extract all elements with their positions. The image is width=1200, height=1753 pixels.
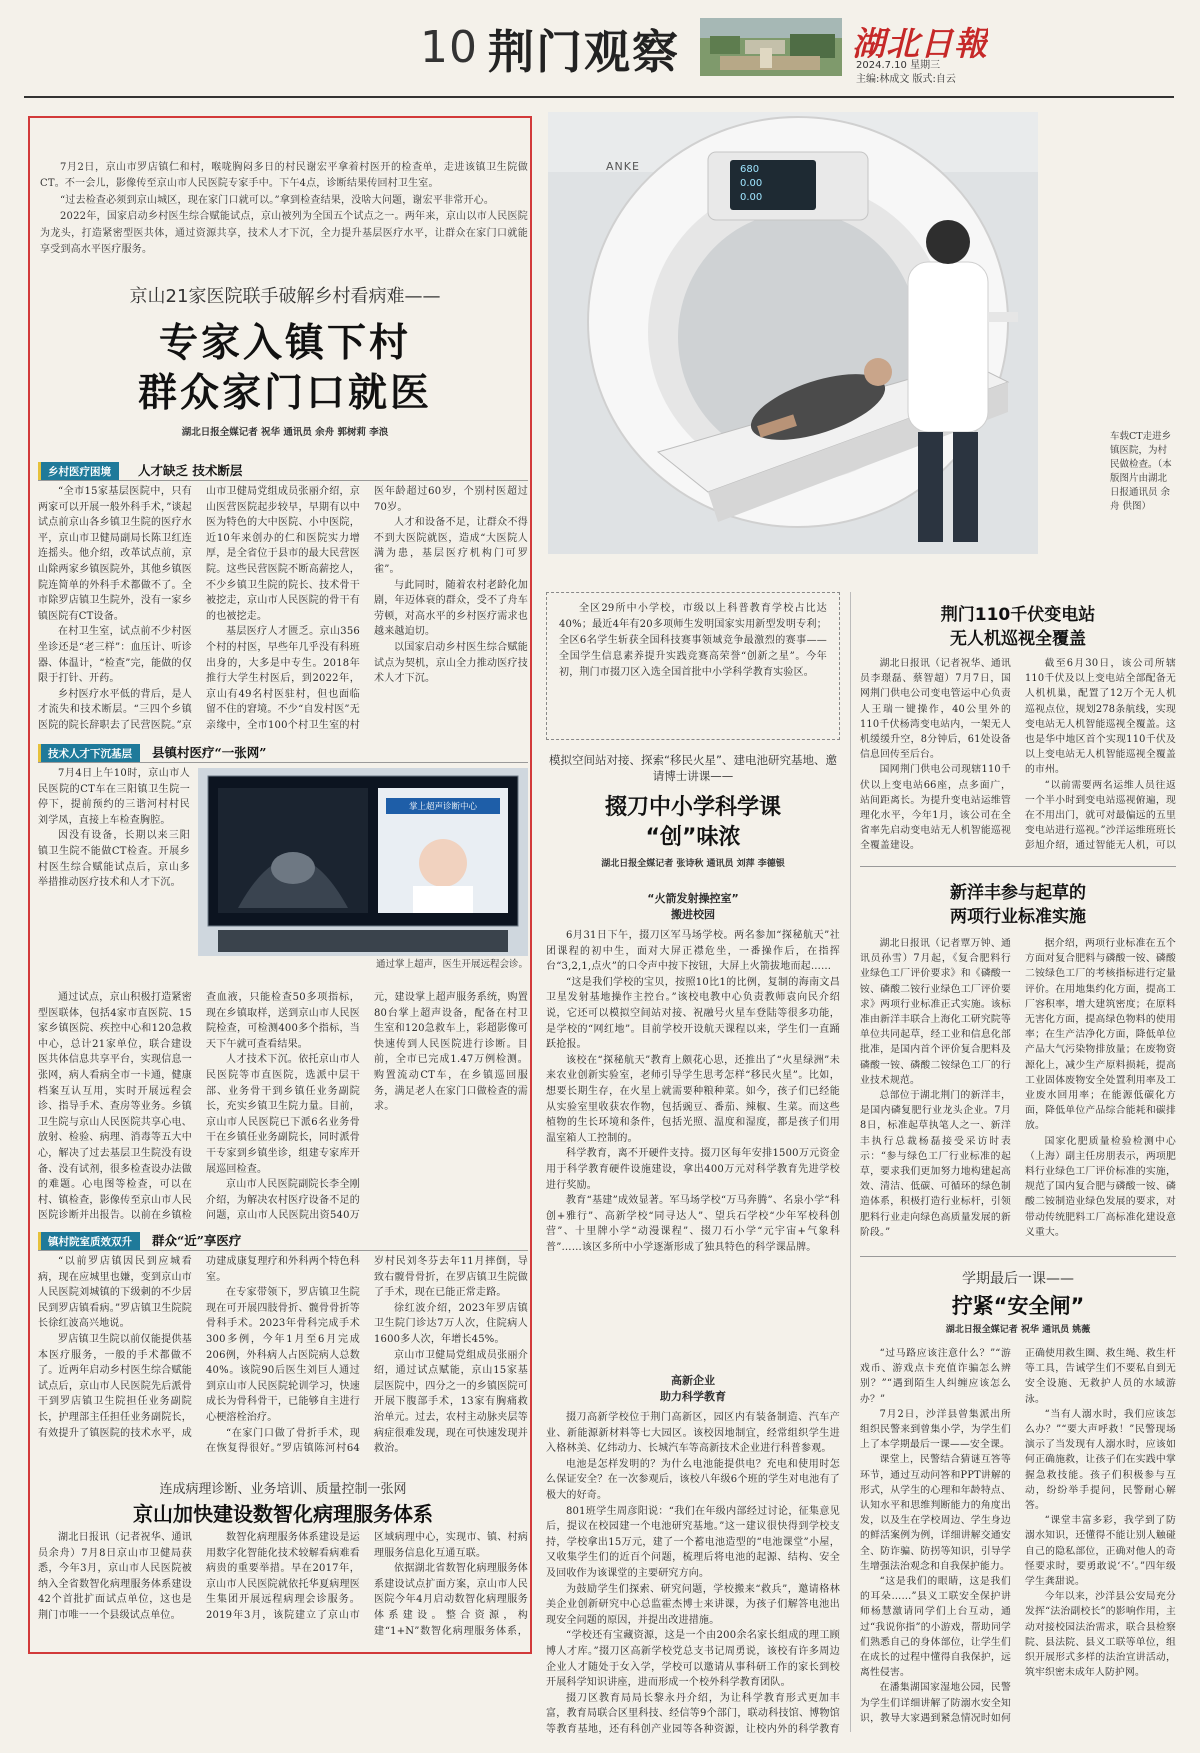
safety-byline: 湖北日报全媒记者 祝华 通讯员 姚薇 — [945, 1325, 1091, 1335]
body-paragraph: 京山市卫健局党组成员张丽介绍，通过试点赋能，京山15家基层医院中，四分之一的乡镇医院可开展下腹部手术，13家有胸痛救治单元。过去，农村主动脉夹层等病症很难发现，现在可快速发现并救治。 — [374, 1349, 528, 1455]
page-number: 10 — [420, 22, 478, 73]
safety-body — [860, 1346, 1176, 1738]
body-paragraph: 人才技术下沉。依托京山市人民医院等市直医院，选派中层干部、业务骨干到乡镇任业务副院长，充实乡镇卫生院力量。目前，京山市人民医院已下派6名业务骨干在乡镇任业务副院长，同时派骨干专家到乡镇坐诊，组建专家库开展巡回检查。 — [206, 1054, 360, 1175]
body-paragraph: 京山市人民医院副院长李全刚介绍，为解决农村医疗设备不足的问题，京山市人民医院出资540万元，建设掌上超声服务系统，购置80台掌上超声设备，配备在村卫生室和120急救车上，彩超影像可快速传到人民医院进行诊断。目前，全市已完成1.47万例检测。购置流动CT车，在乡镇巡回服务，满足老人在家门口做检查的需求。 — [206, 992, 528, 1222]
ct-photo-caption: 车载CT走进乡镇医院，为村民做检查。（本版图片由湖北日报通讯员 余舟 供图） — [1110, 431, 1172, 512]
body-paragraph: 总部位于湖北荆门的新洋丰，是国内磷复肥行业龙头企业。7月8日，标准起草执笔人之一、新洋丰执行总裁杨磊接受采访时表示：“参与绿色工厂行业标准的起草，要求我们更加努力地构建起高效、清洁、低碳、可循环的绿色制造体系，积极打造行业标杆，引领肥料行业走向绿色高质量发展的新阶段。” — [860, 1090, 1011, 1238]
ultrasound-photo — [198, 768, 528, 956]
science-highlight-box — [546, 592, 840, 740]
fertilizer-headline-2: 两项行业标准实施 — [950, 907, 1086, 927]
paper-name: 湖北日報 — [852, 24, 988, 63]
lead-kicker: 京山21家医院联手破解乡村看病难—— — [129, 286, 441, 307]
body-paragraph: “课堂丰富多彩，我学到了防溺水知识，还懂得不能让别人触碰自己的隐私部位，正确对他人的奇怪要求时，要勇敢说‘不’。”四年级学生龚甜说。 — [1025, 1515, 1176, 1588]
body-paragraph: 今年以来，沙洋县公安局充分发挥“法治副校长”的影响作用，主动对接校园法治需求，联合县检察院、县法院、县义工联等单位，组织开展形式多样的法治宣讲活动，筑牢织密未成年人防护网。 — [1025, 1591, 1176, 1679]
story-divider — [860, 1256, 1176, 1257]
science-highlight-text: 全区29所中小学校，市级以上科普教育学校占比达40%；最近4年有20多项师生发明国家实用新型发明专利；全区6名学生斩获全国科技赛事领域竞争最激烈的赛事——全国学生信息素养提升实践竞赛高荣誉“创新之星”。今年初，荆门市掇刀区入选全国首批中小学科学教育实验区。 — [559, 603, 827, 678]
section-subhead: 人才缺乏 技术断层 — [138, 463, 243, 478]
pathology-body — [38, 1530, 528, 1650]
body-paragraph: 徐红波介绍，2023年罗店镇卫生院门诊达7万人次，住院病人1600多人次，年增长45%。 — [374, 1302, 528, 1345]
body-paragraph: 湖北日报讯（记者祝华、通讯员李璟磊、蔡智超）7月7日，国网荆门供电公司变电管运中心负责人王瑞一键操作，40公里外的110千伏杨湾变电站内，一架无人机缓缓升空，8分钟后，61处设备信息回传至后台。 — [860, 658, 1011, 761]
science-headline-1: 掇刀中小学科学课 — [604, 795, 781, 820]
ultrasound-caption: 通过掌上超声，医生开展远程会诊。 — [375, 959, 528, 970]
body-paragraph: 以国家启动乡村医生综合赋能试点为契机，京山全力推动医疗技术人才下沉。 — [374, 641, 528, 685]
fertilizer-body — [860, 936, 1176, 1248]
substation-headline-1: 荆门110千伏变电站 — [940, 605, 1096, 625]
body-paragraph: 据介绍，两项行业标准在五个方面对复合肥料与磷酸一铵、磷酸二铵绿色工厂的考核指标进行定量评价。在用地集约化方面，提高工厂容积率，增大建筑密度；在原料无害化方面，提高绿色物料的使用率；在生产洁净化方面，降低单位产品大气污染物排放量；在废物资源化上，减少生产原料损耗，提高工业固体废物安全处置利用率及工业废水回用率；在能源低碳化方面，降低单位产品综合能耗和碳排放。 — [1025, 938, 1176, 1132]
body-paragraph: 掇刀区教育局局长黎永丹介绍，为让科学教育形式更加丰富，教育局联合区里科技、经信等9个部门，联动科技馆、博物馆等教育基地，还有科创产业园等各种资源，让校内外的科学教育 — [546, 1692, 840, 1735]
lead-headline-2: 群众家门口就医 — [137, 371, 432, 416]
body-paragraph: 6月31日下午，掇刀区军马场学校。两名参加“探秘航天”社团课程的初中生，面对大屏正襟危坐，一番操作后，在指挥台“3,2,1,点火”的口令声中按下按钮，大屏上火箭拔地而起…… — [546, 930, 840, 973]
body-paragraph: 在村卫生室，试点前不少村医坐诊还是“老三样”：血压计、听诊器、体温计，“检查”完，能做的仅限于打针、开药。 — [38, 626, 192, 685]
body-paragraph: 罗店镇卫生院以前仅能提供基本医疗服务，一般的手术都做不了。近两年启动乡村医生综合赋能试点后，京山市人民医院先后派骨干到罗店镇卫生院担任业务副院长，护理部主任担任业务副院长，有效提升了镇医院的技术水平，成功建成康复理疗和外科两个特色科室。 — [38, 1256, 360, 1439]
body-paragraph: 通过试点，京山积极打造紧密型医联体，包括4家市直医院、15家乡镇医院、疾控中心和120急救中心，总计21家单位，联合建设医共体信息共享平台，实现信息一张网，病人看病全市一卡通，健康档案互认互用，实时开展远程会诊、指导手术、查房等业务。乡镇卫生院与京山人民医院共享心电、放射、检验、病理、消毒等五大中心，解决了过去基层卫生院没有设备、没有试剂，很多检查设办法做的难题。心电图等检查，可以在村、镇检查，影像传至京山市人民医院诊断并出报告。以前在乡镇检查血液，只能检查50多项指标，现在乡镇取样，送到京山市人民医院检查，可检测400多个指标，当天下午就可查看结果。 — [38, 992, 360, 1222]
column-divider — [850, 592, 851, 1732]
ultrasound-screen-title: 掌上超声诊断中心 — [408, 802, 477, 812]
body-paragraph: 在潘集湖国家湿地公园，民警为学生们详细讲解了防溺水安全知识，教导大家遇到紧急情况时如何正确使用救生圈、救生绳、救生杆等工具，告诫学生们不要私自到无安全设施、无救护人员的水域游泳。 — [860, 1348, 1176, 1724]
science-subhead-2b: 助力科学教育 — [660, 1390, 726, 1403]
body-paragraph: 7月2日，沙洋县曾集派出所组织民警来到曾集小学，为学生们上了本学期最后一课——安全课。 — [860, 1408, 1011, 1451]
science-subhead-1: “火箭发射操控室” — [647, 892, 739, 905]
editors: 主编:林成文 版式:自云 — [856, 74, 956, 85]
body-paragraph: 基层医疗人才匮乏。京山356个村的村医，早些年几乎没有科班出身的，大多是中专生。2018年推行大学生村医后，到2022年，京山有49名村医驻村，但也面临留不住的窘境。不少“自发村医”无亲缘中，全市100个村卫生室的村医年龄超过60岁，个别村医超过70岁。 — [206, 486, 528, 731]
body-paragraph: 在专家带领下，罗店镇卫生院现在可开展四肢骨折、髋骨骨折等骨科手术。2023年骨科完成手术300多例，今年1月至6月完成206例，外科病人占医院病人总数40%。该院90后医生刘巨人通过到京山市人民医院轮训学习，快速成长为骨科骨干，已能够自主进行心梗溶栓治疗。 — [206, 1287, 360, 1423]
body-paragraph: 7月4日上午10时，京山市人民医院的CT车在三阳镇卫生院一停下，提前预约的三谐河村村民刘学凤，直接上车检查胸腔。 — [38, 768, 190, 826]
body-paragraph: 乡村医疗水平低的背后，是人才流失和技术断层。“三四个乡镇医院的院长辞职去了民营医院。”京山市卫健局党组成员张丽介绍，京山医营医院起步较早，早期有以中医为特色的大中医院、小中医院，近10年来创办的仁和医院实力增厚，是全省位于县市的最大民营医院。这些民营医院不断高薪挖人，不少乡镇卫生院的院长、技术骨干被挖走，京山市人民医院的骨干有的也被挖走。 — [38, 486, 360, 731]
body-paragraph: 与此同时，随着农村老龄化加剧，年迈体衰的群众，受不了舟车劳顿，对高水平的乡村医疗需求也越来越迫切。 — [374, 579, 528, 638]
science-subhead-1b: 搬进校园 — [671, 908, 715, 921]
substation-body — [860, 656, 1176, 856]
section2-body — [38, 990, 528, 1230]
body-paragraph: “这是我们学校的宝贝，按照10比1的比例，复制的海南文昌卫星发射基地操作主控台。”该校电教中心负责教师袁向民介绍说，它还可以模拟空间站对接、祝融号火星车登陆等很多功能，是学校的“网红地”。目前学校开设航天课程以来，学生们一直踊跃抢报。 — [546, 976, 840, 1051]
body-paragraph: 数智化病理服务体系建设是运用数字化智能化技术较解看病难看病贵的重要举措。早在2017年，京山市人民医院就依托华夏病理医生集团开展远程病理会诊服务。2019年3月，该院建立了京山市区域病理中心，实现市、镇、村病理服务信息化互通互联。 — [206, 1532, 528, 1621]
science-byline: 湖北日报全媒记者 张诗秋 通讯员 刘萍 李德银 — [601, 859, 785, 869]
masthead-photo — [700, 18, 842, 76]
body-paragraph: 该校在“探秘航天”教育上颇花心思，还推出了“火星绿洲”未来农业创新实验室，老师引导学生思考怎样“移民火星”。比如，想要长期生存，在火星上就需要种粮种菜。如今，孩子们已经能从实验室里收获农作物，包括豌豆、番茄、辣椒、生菜。而这些植物的生长环境和条件，包括光照、温度和湿度，都是孩子们用温室箱人工控制的。 — [546, 1054, 840, 1144]
body-paragraph: 为鼓励学生们探索、研究问题，学校搬来“救兵”，邀请格林美企业创新研究中心总监霍杰博士来讲课，为孩子们解答电池出现安全问题的原因，并提出改进措施。 — [546, 1583, 840, 1626]
body-paragraph: 国家化肥质量检验检测中心（上海）副主任房朋表示，两项肥料行业绿色工厂评价标准的实施，规范了国内复合肥与磷酸一铵、磷酸二铵制造业绿色发展的要求，对带动传统肥料工厂高标准化建设意义重大。 — [1025, 1135, 1176, 1238]
ct-display-value: 0.00 — [740, 192, 763, 203]
body-paragraph: “这是我们的眼睛，这是我们的耳朵……”县义工联安全保护讲师杨慧激请同学们上台互动，通过“我说你指”的小游戏，帮助同学们熟悉自己的身体部位，让学生们在成长的过程中懂得自我保护，远离性侵害。 — [860, 1576, 1011, 1679]
body-paragraph: 电池是怎样发明的？为什么电池能提供电？充电和使用时怎么保证安全？在一次参观后，该校八年级6个班的学生对电池有了极大的好奇。 — [546, 1458, 840, 1501]
pathology-headline: 京山加快建设数智化病理服务体系 — [133, 1502, 433, 1526]
body-paragraph: 国网荆门供电公司现辖110千伏以上变电站66座，点多面广，站间距离长。为提升变电站运维管理化水平，今年1月，该公司在全省率先启动变电站无人机智能巡视全覆盖建设。 — [860, 764, 1011, 852]
masthead-rule — [24, 96, 1174, 98]
body-paragraph: 教育“基建”成效显著。军马场学校“万马奔腾”、名泉小学“科创+雅行”、高新学校“同寻达人”、望兵石学校“少年军校科创营”、十里牌小学“动漫课程”、掇刀石小学“元宇宙+气象科普”……该区多所中小学逐渐形成了独具特色的科学课品牌。 — [546, 1195, 840, 1253]
intro-paragraph: 2022年，国家启动乡村医生综合赋能试点，京山被列为全国五个试点之一。两年来，京山以市人民医院为龙头，打造紧密型医共体，通过资源共享，技术人才下沉，全力提升基层医疗水平，让群众在家门口就能享受到高水平医疗服务。 — [40, 211, 528, 256]
substation-headline-2: 无人机巡视全覆盖 — [950, 629, 1086, 649]
safety-kicker: 学期最后一课—— — [962, 1271, 1074, 1287]
section1-body — [38, 484, 528, 740]
body-paragraph: “全市15家基层医院中，只有两家可以开展一般外科手术，”谈起试点前京山各乡镇卫生院的医疗水平，京山市卫健局副局长陈卫红连连摇头。他介绍，改革试点前，京山除两家乡镇医院外，其他乡镇医院连简单的外科手术都做不了。全市除罗店镇卫生院外，没有一家乡镇医院有CT设备。 — [38, 486, 192, 622]
section2-body — [38, 766, 190, 990]
issue-date: 2024.7.10 星期三 — [856, 60, 941, 71]
section3-body — [38, 1254, 528, 1470]
body-paragraph: “在家门口做了骨折手术，现在恢复得很好。”罗店镇陈河村64岁村民刘冬芬去年11月摔倒，导致右髋骨骨折，在罗店镇卫生院做了手术，现在已能正常走路。 — [206, 1256, 528, 1455]
science-headline-2: “创”味浓 — [645, 825, 741, 850]
section-tag: 乡村医疗困境 — [38, 462, 119, 481]
body-paragraph: 湖北日报讯（记者祝华、通讯员余舟）7月8日京山市卫健局获悉，今年3月，京山市人民医院被纳入全省数智化病理服务体系建设42个首批扩面试点单位，这也是荆门市唯一一个县级试点单位。 — [38, 1532, 192, 1621]
section-tag: 技术人才下沉基层 — [38, 744, 140, 763]
section-rule — [38, 762, 528, 763]
lead-byline: 湖北日报全媒记者 祝华 通讯员 余舟 郭树莉 李浪 — [181, 427, 389, 438]
ct-scanner-photo — [548, 112, 1038, 554]
body-paragraph: 801班学生周彦阳说：“我们在年级内部经过讨论，征集意见后，提议在校园建一个电池研究基地。”这一建议很快得到学校支持，学校拿出15万元，建了一个蓄电池造型的“电池课堂”小屋，又收集学生们的近百个问题，梳理后将电池的起源、结构、安全及回收作为该课堂的主要研究方向。 — [546, 1505, 840, 1579]
safety-headline: 拧紧“安全闸” — [951, 1294, 1085, 1318]
section-tag: 镇村院室质效双升 — [38, 1232, 140, 1251]
body-paragraph: 因没有设备，长期以来三阳镇卫生院不能做CT检查。开展乡村医生综合赋能试点后，京山多举措推动医疗技术和人才下沉。 — [38, 830, 190, 889]
science-kicker: 模拟空间站对接、探索“移民火星”、建电池研究基地、邀请博士讲课—— — [549, 753, 837, 783]
body-paragraph: 掇刀高新学校位于荆门高新区，园区内有装备制造、汽车产业、新能源新材料等七大园区。该校因地制宜，经常组织学生进入格林美、亿纬动力、长城汽车等高新技术企业进行科普参观。 — [546, 1412, 840, 1455]
science-body-2 — [546, 1410, 840, 1736]
science-subhead-2: 高新企业 — [671, 1374, 715, 1387]
body-paragraph: 湖北日报讯（记者覃万钟、通讯员孙雪）7月起，《复合肥料行业绿色工厂评价要求》和《磷酸一铵、磷酸二铵行业绿色工厂评价要求》两项行业标准正式实施。该标准由新洋丰联合上海化工研究院等单位共同起草，经工业和信息化部批准，是国内首个评价复合肥料及磷酸一铵、磷酸二铵绿色工厂的行业技术规范。 — [860, 938, 1011, 1086]
body-paragraph: “学校还有宝藏资源，这是一个由200余名家长组成的理工顾博人才库。”掇刀区高新学校党总支书记周勇说，该校有许多周边企业人才随处于女入学，学校可以邀请从事科研工作的家长到校开展科学知识讲座，进而形成一个校外科学教育团队。 — [546, 1630, 840, 1689]
story-divider — [860, 866, 1176, 867]
section-subhead: 群众“近”享医疗 — [152, 1233, 242, 1248]
body-paragraph: “当有人溺水时，我们应该怎么办？”“要大声呼救！”民警现场演示了当发现有人溺水时，应该如何正确施救，让孩子们在实践中掌握急救技能。孩子们积极参与互动，纷纷举手提问，民警耐心解答。 — [1025, 1408, 1176, 1512]
lead-headline-1: 专家入镇下村 — [158, 321, 411, 366]
body-paragraph: 课堂上，民警结合猜谜互答等环节，通过互动问答和PPT讲解的形式，从学生的心理和年龄特点、认知水平和思维判断能力的角度出发，以及生在学校周边、学生身边的鲜活案例为例，详细讲解交通安全、防诈骗、防拐等知识，引导学生增强法治观念和自我保护能力。 — [860, 1454, 1011, 1572]
body-paragraph: 科学教育，离不开硬件支持。掇刀区每年安排1500万元资金用于科学教育硬件设施建设，拿出400万元对科学教育先进学校进行奖励。 — [546, 1148, 840, 1191]
body-paragraph: 人才和设备不足，让群众不得不到大医院就医，造成“大医院人满为患，基层医疗机构门可罗雀”。 — [374, 517, 528, 575]
ct-display-value: 680 — [740, 164, 760, 175]
body-paragraph: “以前需要两名运维人员往返一个半小时到变电站巡视俯遍，现在不用出门，就可对最偏远的五里变电站进行巡视。”沙洋运维班班长彭旭介绍，通过智能无人机，可以 — [1025, 779, 1176, 852]
lead-intro — [40, 160, 528, 272]
ct-brand: ANKE — [606, 160, 640, 173]
section-rule — [38, 480, 528, 481]
body-paragraph: “过马路应该注意什么？”“游戏币、游戏点卡充值诈骗怎么辨别？”“遇到陌生人纠缠应该怎么办？” — [860, 1348, 1011, 1405]
science-body-1 — [546, 928, 840, 1366]
body-paragraph: 依据湖北省数智化病理服务体系建设试点扩面方案，京山市人民医院今年4月启动数智化病理服务体系建设。整合资源，构建“1+N”数智化病理服务体系， — [374, 1563, 528, 1637]
masthead — [0, 0, 1200, 108]
ct-display-value: 0.00 — [740, 178, 763, 189]
section-rule — [38, 1250, 528, 1251]
section-title: 荆门观察 — [488, 25, 680, 79]
intro-paragraph: “过去检查必须到京山城区，现在家门口就可以。”拿到检查结果，没啥大问题，谢宏平非常开心。 — [60, 194, 495, 206]
intro-paragraph: 7月2日，京山市罗店镇仁和村，喉咙胸闷多日的村民谢宏平拿着村医开的检查单，走进该镇卫生院做CT。不一会儿，影像传至京山市人民医院专家手中。下午4点，诊断结果传回村卫生室。 — [40, 162, 528, 190]
body-paragraph: 截至6月30日，该公司所辖110千伏及以上变电站全部配备无人机机巢，配置了12万个无人机巡视点位，规划278条航线，实现变电站无人机智能巡视全覆盖。这也是华中地区首个实现110千伏及以上变电站无人机智能巡视全覆盖的市州。 — [1025, 658, 1176, 776]
fertilizer-headline-1: 新洋丰参与起草的 — [950, 883, 1086, 903]
body-paragraph: “以前罗店镇因民到应城看病，现在应城里也嫌，变到京山市人民医院刘城镇的下级刺的不少居民到罗店镇看病。”罗店镇卫生院院长徐红波高兴地说。 — [38, 1256, 192, 1330]
section-subhead: 县镇村医疗“一张网” — [152, 745, 267, 760]
pathology-kicker: 连成病理诊断、业务培训、质量控制一张网 — [159, 1482, 407, 1497]
